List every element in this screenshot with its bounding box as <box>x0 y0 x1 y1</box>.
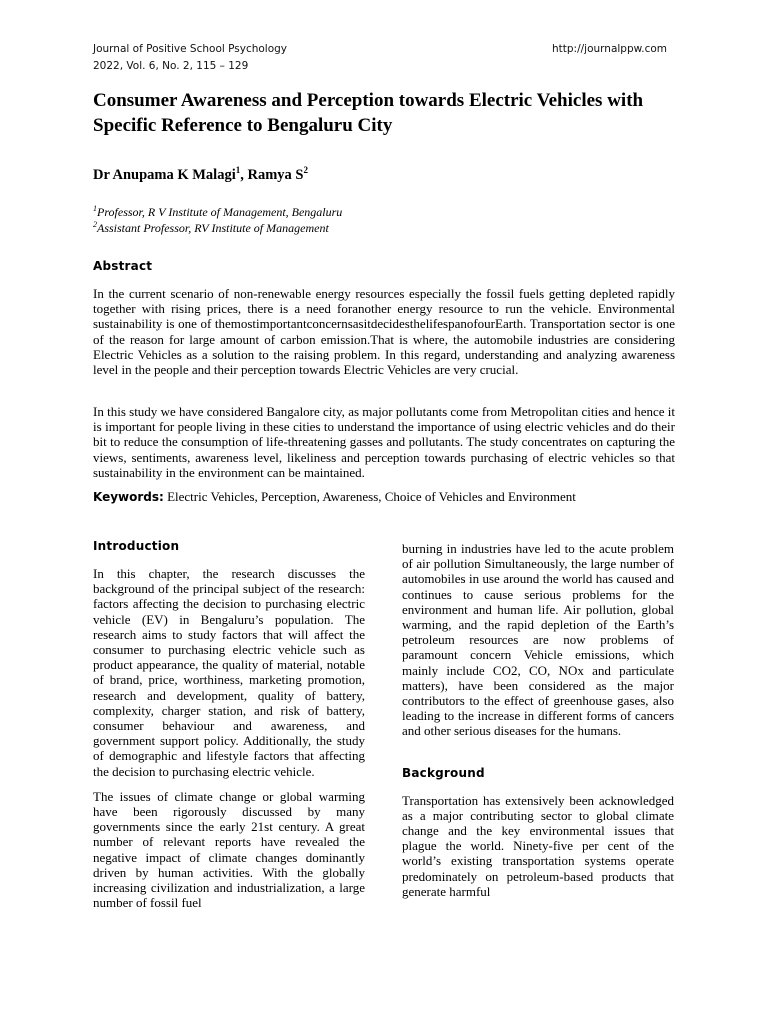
keywords-line <box>93 489 683 505</box>
affiliation-1 <box>93 204 342 220</box>
affiliation-2 <box>93 220 329 236</box>
abstract-heading: Abstract <box>93 259 153 273</box>
paper-title: Consumer Awareness and Perception towards Electric Vehicles with Specific Reference to Bengaluru City <box>93 90 644 136</box>
author-2-marker: 2 <box>303 165 308 175</box>
author-2-name: Ramya S <box>247 166 304 183</box>
introduction-paragraph-1: In this chapter, the research discusses the background of the principal subject of the research: factors affecting the decision to purchasing electric vehicle (EV) in Bengaluru’s population. The research aims to study factors that will affect the consumer to purchasing electric vehicle such as product appearance, the quality of material, notable of brand, price, worthiness, marketing promotion, research and development, quality of battery, complexity, charger station, and risk of battery, consumer behaviour and awareness, and government support policy. Additionally, the study of demographic and lifestyle factors that affecting the decision to purchasing electric vehicle. <box>93 566 365 779</box>
affiliation-1-marker: 1 <box>93 204 97 213</box>
background-paragraph-1: Transportation has extensively been acknowledged as a major contributing sector to global climate change and the key environmental issues that plague the world. Ninety-five per cent of the world’s existing transportation systems operate predominately on petroleum-based products that generate harmful <box>402 792 674 899</box>
author-1-name: Dr Anupama K Malagi <box>93 166 236 183</box>
author-list <box>93 165 308 184</box>
right-column <box>402 539 674 899</box>
keywords-text: Electric Vehicles, Perception, Awareness, Choice of Vehicles and Environment <box>163 489 576 504</box>
affiliation-2-marker: 2 <box>93 220 97 229</box>
background-heading: Background <box>402 765 485 780</box>
abstract-paragraph-2: In this study we have considered Bangalore city, as major pollutants come from Metropolitan cities and hence it is important for people living in these cities to understand the importance of using electric vehicles and do their bit to reduce the consumption of life-threatening gasses and pollutants. The study concentrates on capturing the views, sentiments, awareness level, likeliness and perception towards purchasing of electric vehicles so that sustainability in the environment can be maintained. <box>93 404 675 480</box>
journal-url[interactable]: http://journalppw.com <box>552 43 668 55</box>
journal-issue: 2022, Vol. 6, No. 2, 115 – 129 <box>93 60 249 72</box>
abstract-paragraph-1: In the current scenario of non-renewable energy resources especially the fossil fuels getting depleted rapidly together with rising prices, there is a need foranother energy resource to run the vehicle. Environmental sustainability is one of themostimportantconcernsasitdecidesthelifespanofourEarth. Transportation sector is one of the reason for large amount of carbon emission.That is where, the automobile industries are considering Electric Vehicles as a solution to the raising problem. In this regard, understanding and analyzing awareness level in the people and their perception towards Electric Vehicles are very crucial. <box>93 286 675 378</box>
affiliation-2-text: Assistant Professor, RV Institute of Management <box>97 221 329 235</box>
keywords-label: Keywords: <box>93 490 164 504</box>
left-column <box>93 539 365 910</box>
introduction-paragraph-2: The issues of climate change or global warming have been rigorously discussed by many governments since the early 21st century. A great number of relevant reports have revealed the negative impact of climate changes dominantly driven by human activities. With the globally increasing civilization and industrialization, a large number of fossil fuel <box>93 788 365 911</box>
introduction-heading: Introduction <box>93 539 180 553</box>
right-column-paragraph-1: burning in industries have led to the acute problem of air pollution Simultaneously, the large number of automobiles in use around the world has caused and continues to cause serious problems for the environment and human life. Air pollution, global warming, and the rapid depletion of the Earth’s petroleum resources are now problems of paramount concern Vehicle emissions, which mainly include CO2, CO, NOx and particulate matters), have been considered as the major contributors to the effect of greenhouse gases, also leading to the increase in different forms of cancers and other serious diseases for the humans. <box>402 541 674 739</box>
affiliation-1-text: Professor, R V Institute of Management, Bengaluru <box>97 205 343 219</box>
author-1-marker: 1 <box>235 165 241 175</box>
author-separator: , <box>240 166 248 183</box>
journal-name: Journal of Positive School Psychology <box>93 43 288 55</box>
